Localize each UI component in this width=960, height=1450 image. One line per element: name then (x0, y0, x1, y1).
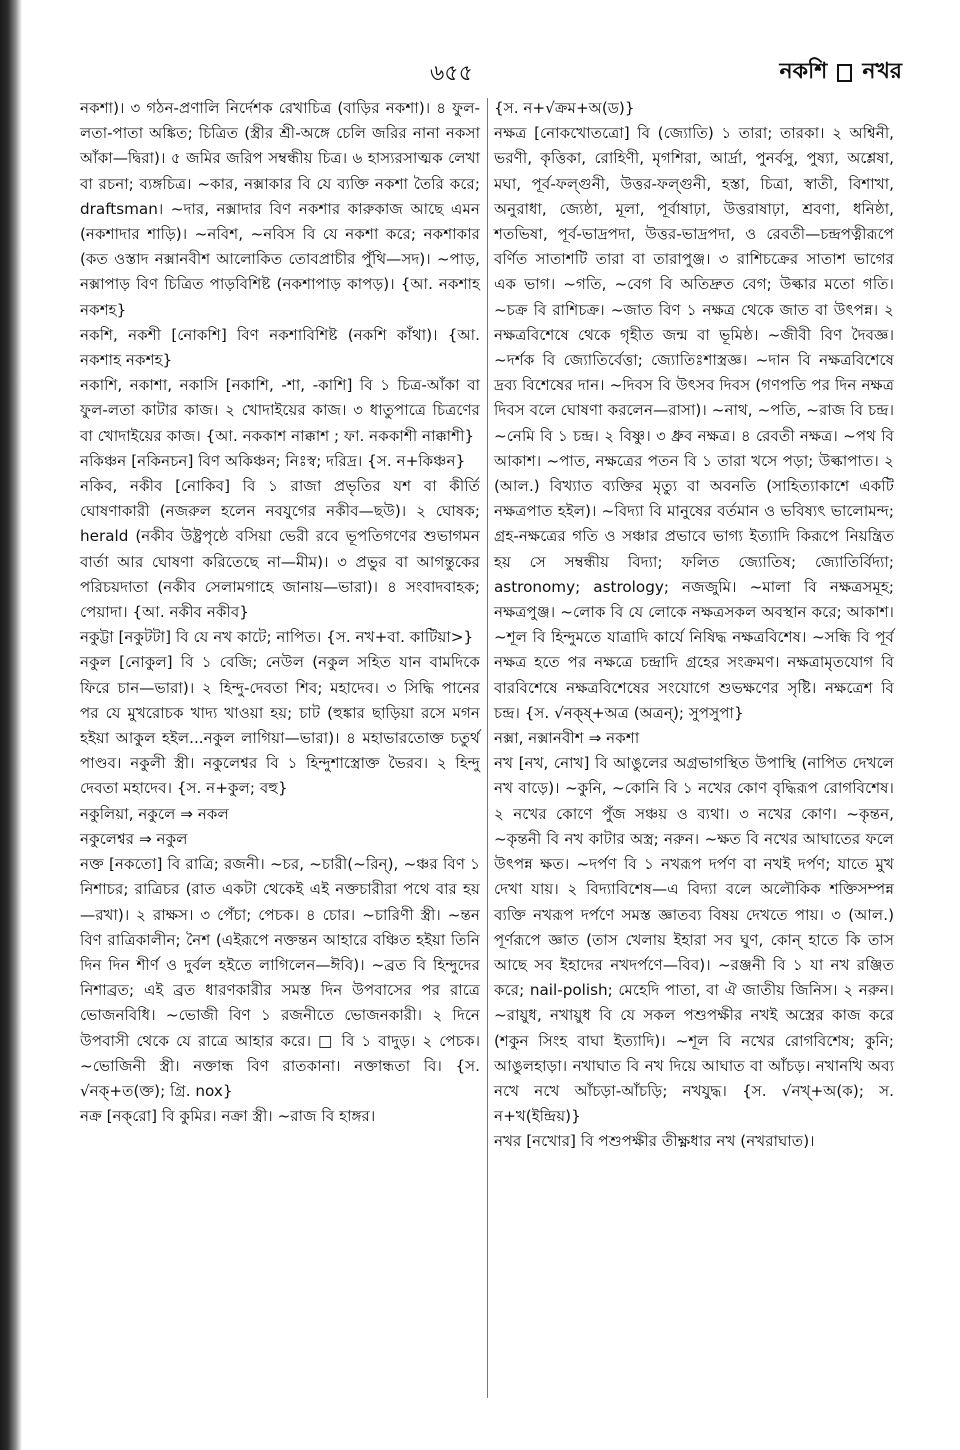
page-header (0, 52, 960, 92)
guide-box-icon (837, 64, 852, 82)
entry-paragraph: নক্সা, নক্সানবীশ ⇒ নকশা (494, 729, 640, 748)
entry-paragraph: নক্ষত্র [নোকখোতত্রো] বি (জ্যোতি) ১ তারা; তারকা। ২ অশ্বিনী, ভরণী, কৃত্তিকা, রোহিণী, মৃগশিরা, আর্দ্রা, পুনর্বসু, পুষ্যা, অশ্লেষা, মঘা, পূর্ব-ফল্গুনী, উত্তর-ফল্গুনী, হস্তা, চিত্রা, স্বাতী, বিশাখা, অনুরাধা, জ্যেষ্ঠা, মূলা, পূর্বাষাঢ়া, উত্তরাষাঢ়া, শ্রবণা, ধনিষ্ঠা, শতভিষা, পূর্ব-ভাদ্রপদা, উত্তর-ভাদ্রপদা, ও রেবতী—চন্দ্রপত্নীরূপে বর্ণিত সাতাশটি তারা বা তারাপুঞ্জ। ৩ রাশিচক্রের সাতাশ ভাগের এক ভাগ। ~গতি, ~বেগ বি অতিদ্রুত বেগ; উল্কার মতো গতি। ~চক্র বি রাশিচক্র। ~জাত বিণ ১ নক্ষত্র থেকে জাত বা উৎপন্ন। ২ নক্ষত্রবিশেষে থেকে গৃহীত জন্ম বা ভূমিষ্ঠ। ~জীবী বিণ দৈবজ্ঞ। ~দর্শক বি জ্যোতির্বেত্তা; জ্যোতিঃশাস্ত্রজ্ঞ। ~দান বি নক্ষত্রবিশেষে দ্রব্য বিশেষের দান। ~দিবস বি উৎসব দিবস (গণপতি পর দিন নক্ষত্র দিবস বলে ঘোষণা করলেন—রাসা)। ~নাথ, ~পতি, ~রাজ বি চন্দ্র। ~নেমি বি ১ চন্দ্র। ২ বিষ্ণু। ৩ ধ্রুব নক্ষত্র। ৪ রেবতী নক্ষত্র। ~পথ বি আকাশ। ~পাত, নক্ষত্রের পতন বি ১ তারা খসে পড়া; উল্কাপাত। ২ (আল.) বিখ্যাত ব্যক্তির মৃত্যু বা অবনতি (সাহিত্যাকাশে একটি নক্ষত্রপাত হইল)। ~বিদ্যা বি মানুষের বর্তমান ও ভবিষ্যৎ ভালোমন্দ; গ্রহ-নক্ষত্রের গতি ও সঞ্চার প্রভাবে ভাগ্য ইত্যাদি কিরূপে নিয়ন্ত্রিত হয় সে সম্বন্ধীয় বিদ্যা; ফলিত জ্যোতিষ; জ্যোতির্বিদ্যা; astronomy; astrology; নজজুমি। ~মালা বি নক্ষত্রসমূহ; নক্ষত্রপুঞ্জ। ~লোক বি যে লোকে নক্ষত্রসকল অবস্থান করে; আকাশ। ~শূল বি হিন্দুমতে যাত্রাদি কার্যে নিষিদ্ধ নক্ষত্রবিশেষ। ~সন্ধি বি পূর্ব নক্ষত্র হতে পর নক্ষত্রে চন্দ্রাদি গ্রহের সংক্রমণ। নক্ষত্রামৃতযোগ বি বারবিশেষে নক্ষত্রবিশেষের সংযোগে শুভক্ষণের সৃষ্টি। নক্ষত্রেশ বি চন্দ্র। {স. √নক্ষ্‌+অত্র (অত্রন্); সুপসুপা} (494, 124, 894, 722)
guide-word-last: নখর (862, 59, 902, 84)
scan-edge-shadow (0, 0, 22, 1450)
entry-paragraph: {স. ন+√ক্রম+অ(ড)} (494, 99, 635, 117)
entry-paragraph: নকশা)। ৩ গঠন-প্রণালি নির্দেশক রেখাচিত্র (বাড়ির নকশা)। ৪ ফুল-লতা-পাতা অঙ্কিত; চিত্রিত (স্ত্রীর শ্রী-অঙ্গে চেলি জরির নানা নকসা আঁকা—দ্বিরা)। ৫ জমির জরিপ সম্বন্ধীয় চিত্র। ৬ হাস্যরসাত্মক লেখা বা রচনা; ব্যঙ্গচিত্র। ~কার, নক্সাকার বি যে ব্যক্তি নকশা তৈরি করে; draftsman। ~দার, নক্সাদার বিণ নকশার কারুকাজ আছে এমন (নকশাদার শাড়ি)। ~নবিশ, ~নবিস বি যে নকশা করে; নকশাকার (কত ওস্তাদ নক্সানবীশ আলোকিত তোবপ্রাচীর পুঁথি—সদ)। ~পাড়, নক্সাপাড় বিণ চিত্রিত পাড়বিশিষ্ট (নকশাপাড় কাপড়)। {আ. নকশাহ নকশহ} (80, 99, 480, 319)
column-divider (487, 98, 488, 1398)
entry-paragraph: নকুলিয়া, নকুলে ⇒ নকল (80, 804, 229, 823)
left-column (80, 96, 480, 1129)
page-number: ৬৫৫ (430, 61, 473, 86)
entry-paragraph: নখর [নখোর] বি পশুপক্ষীর তীক্ষ্ণধার নখ (নখরাঘাত)। (494, 1132, 815, 1151)
entry-paragraph: নকুলেশ্বর ⇒ নকুল (80, 829, 188, 848)
entry-paragraph: নকুল [নোকুল] বি ১ বেজি; নেউল (নকুল সহিত যান বামদিকে ফিরে চান—ভারা)। ২ হিন্দু-দেবতা শিব; মহাদেব। ৩ সিদ্ধি পানের পর যে মুখরোচক খাদ্য খাওয়া হয়; চাট (হুঙ্কার ছাড়িয়া রসে মগন হইয়া আকুল হইল...নকুল লাগিয়া—ভারা)। ৪ মহাভারতোক্ত চতুর্থ পাণ্ডব। নকুলী স্ত্রী। নকুলেশ্বর বি ১ হিন্দুশাস্ত্রোক্ত ভৈরব। ২ হিন্দু দেবতা মহাদেব। {স. ন+কুল; বহু} (80, 653, 480, 798)
guide-words (779, 54, 902, 91)
entry-paragraph: নকিঞ্চন [নকিনচন] বিণ অকিঞ্চন; নিঃস্ব; দরিদ্র। {স. ন+কিঞ্চন} (80, 451, 466, 470)
entry-paragraph: নকাশি, নকাশা, নকাসি [নকাশি, -শা, -কাশি] বি ১ চিত্র-আঁকা বা ফুল-লতা কাটার কাজ। ২ খোদাইয়ের কাজ। ৩ ধাতুপাত্রে চিত্রণের বা খোদাইয়ের কাজ। {আ. নককাশ নাক্কাশ ; ফা. নককাশী নাক্কাশী} (80, 376, 480, 445)
entry-paragraph: নকুট্টা [নকুটটা] বি যে নখ কাটে; নাপিত। {স. নখ+বা. কাটিয়া>} (80, 628, 474, 647)
entry-paragraph: নকশি, নকশী [নোকশি] বিণ নকশাবিশিষ্ট (নকশি কাঁথা)। {আ. নকশাহ নকশহ} (80, 325, 480, 370)
guide-word-first: নকশি (779, 59, 828, 84)
entry-paragraph: নকিব, নকীব [নোকিব] বি ১ রাজা প্রভৃতির যশ বা কীর্তি ঘোষণাকারী (নজরুল হলেন নবযুগের নকীব—ছউ)। ২ ঘোষক; herald (নকীব উষ্ট্রপৃষ্ঠে বসিয়া ভেরী রবে ভূপতিগণের শুভাগমন বার্তা আর ঘোষণা করিতেছে না—মীম)। ৩ প্রভুর বা আগন্তুকের পরিচয়দাতা (নকীব সেলামগাহে জানায়—ভারা)। ৪ সংবাদবাহক; পেয়াদা। {আ. নকীব নকীব} (80, 477, 480, 622)
entry-paragraph: নক্ত [নকতো] বি রাত্রি; রজনী। ~চর, ~চারী(~রিন্), ~ঞ্চর বিণ ১ নিশাচর; রাত্রিচর (রাত একটা থেকেই এই নক্তচারীরা পথে বার হয়—রখা)। ২ রাক্ষস। ৩ পেঁচা; পেচক। ৪ চোর। ~চারিণী স্ত্রী। ~ন্তন বিণ রাত্রিকালীন; নৈশ (এইরূপে নক্তন্তন আহারে বঞ্চিত হইয়া তিনি দিন দিন শীর্ণ ও দুর্বল হইতে লাগিলেন—ঈবি)। ~ব্রত বি হিন্দুদের নিশাব্রত; এই ব্রত ধারণকারীর সমস্ত দিন উপবাসের পর রাত্রে ভোজনবিধি। ~ভোজী বিণ ১ রজনীতে ভোজনকারী। ২ দিনে উপবাসী থেকে যে রাত্রে আহার করে। □ বি ১ বাদুড়। ২ পেচক। ~ভোজিনী স্ত্রী। নক্তান্ধ বিণ রাতকানা। নক্তান্ধতা বি। {স. √নক্‌+ত(ক্ত); গ্রি. nox} (80, 855, 480, 1100)
right-column (494, 96, 894, 1155)
entry-paragraph: নখ [নখ, নোখ] বি আঙুলের অগ্রভাগস্থিত উপাস্থি (নাপিত দেখলে নখ বাড়ে)। ~কুনি, ~কোনি বি ১ নখের কোণ বৃদ্ধিরূপ রোগবিশেষ। ২ নখের কোণে পুঁজ সঞ্চয় ও ব্যথা। ৩ নখের কোণ। ~কৃন্তন, ~কৃন্তনী বি নখ কাটার অস্ত্র; নরুন। ~ক্ষত বি নখের আঘাতের ফলে উৎপন্ন ক্ষত। ~দর্পণ বি ১ নখরূপ দর্পণ বা নখই দর্পণ; যাতে মুখ দেখা যায়। ২ বিদ্যাবিশেষ—এ বিদ্যা বলে অলৌকিক শক্তিসম্পন্ন ব্যক্তি নখরূপ দর্পণে সমস্ত জ্ঞাতব্য বিষয় দেখতে পায়। ৩ (আল.) পূর্ণরূপে জ্ঞাত (তাস খেলায় ইহারা সব ঘুণ, কোন্ হাতে কি তাস আছে সব ইহাদের নখদর্পণে—বিব)। ~রঞ্জনী বি ১ যা নখ রঞ্জিত করে; nail-polish; মেহেদি পাতা, বা ঐ জাতীয় জিনিস। ২ নরুন। ~রায়ুধ, নখায়ুধ বি যে সকল পশুপক্ষীর নখই অস্ত্রের কাজ করে (শকুন সিংহ বাঘা ইত্যাদি)। ~শূল বি নখের রোগবিশেষ; কুনি; আঙুলহাড়া। নখাঘাত বি নখ দিয়ে আঘাত বা আঁচড়। নখানখি অব্য নখে নখে আঁচড়া-আঁচড়ি; নখযুদ্ধ। {স. √নখ্‌+অ(ক); স. ন+খ(ইন্দ্রিয়)} (494, 754, 894, 1126)
entry-paragraph: নক্র [নক্‌রো] বি কুমির। নক্রা স্ত্রী। ~রাজ বি হাঙ্গর। (80, 1107, 376, 1126)
